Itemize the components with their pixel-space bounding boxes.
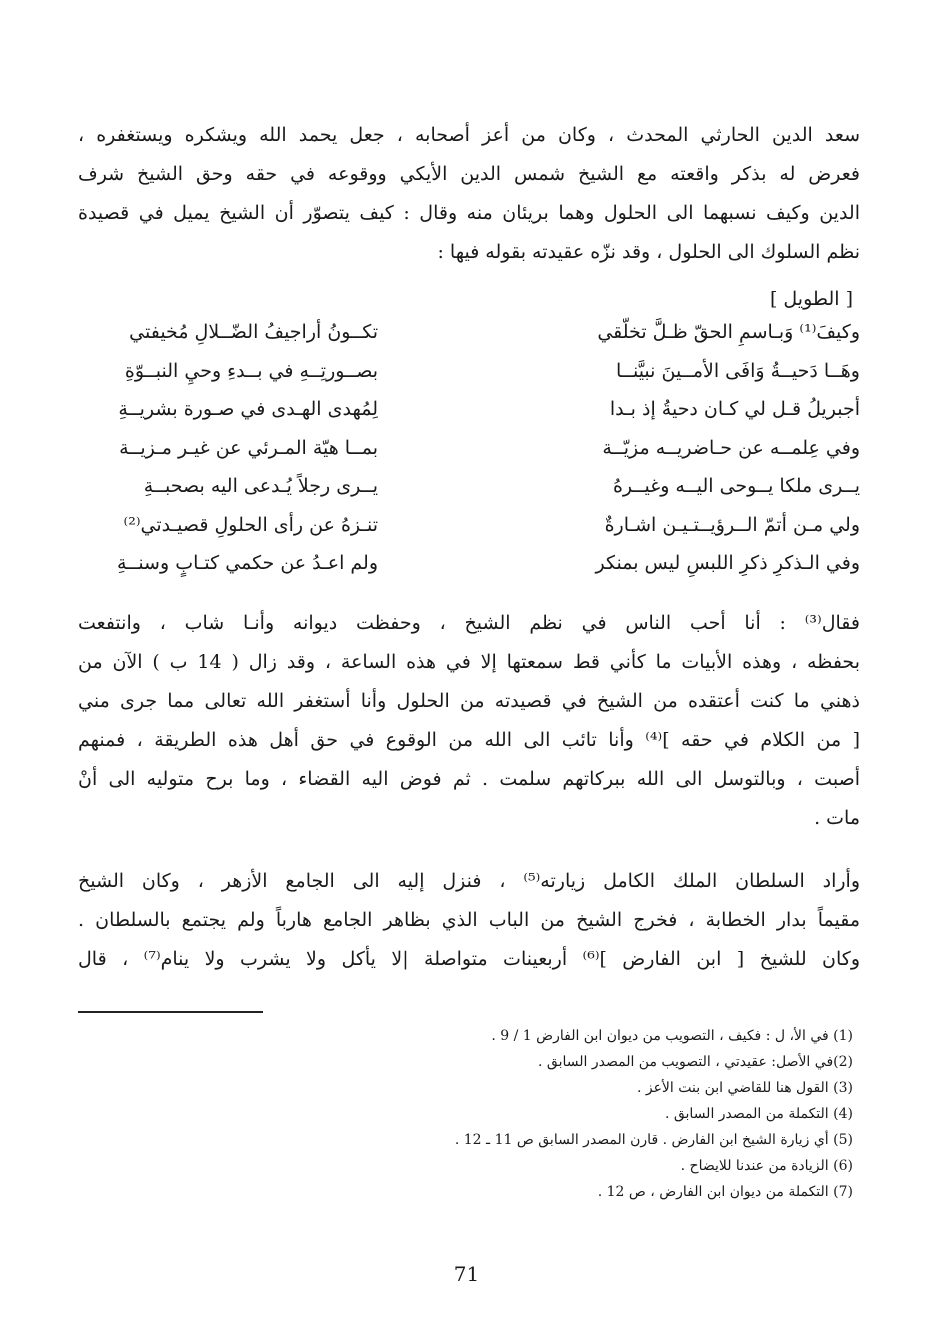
verse-second-hemistich: ولم اعـدُ عن حكمي كتـابٍ وسنــةِ [117,552,378,574]
verse-first-hemistich: وهَــا دَحيــةُ وَافَى الأمــينَ نبيَّنــا [616,359,860,382]
footnote: (6) الزيادة من عندنا للايضاح . [680,1158,853,1174]
footnote: (5) أي زيارة الشيخ ابن الفارض . قارن المصدر السابق ص 11 ـ 12 . [454,1132,853,1148]
text-line: [ من الكلام في حقه ]⁽⁴⁾ وأنا تائب الى الله من الوقوع في حق أهل هذه الطريقة ، فمنهم [78,729,860,751]
text-line: فقال⁽³⁾ : أنا أحب الناس في نظم الشيخ ، وحفظت ديوانه وأنـا شاب ، وانتفعت [78,612,860,634]
verse-second-hemistich: بصــورتِــهِ في بــدءِ وحيِ النبــوّةِ [124,359,378,382]
verse-second-hemistich: بمــا هيّة المـرئي عن غيـر مـزيــة [119,436,378,459]
verse-first-hemistich: يــرى ملكا يــوحى اليــه وغيــرهُ [612,475,860,497]
verse-second-hemistich: تنـزهُ عن رأى الحلولِ قصيـدتي⁽²⁾ [123,513,378,536]
poem [78,313,860,583]
text-line: الدين وكيف نسبهما الى الحلول وهما بريئان منه وقال : كيف يتصوّر أن الشيخ يميل في قصيدة [78,202,860,224]
verse-first-hemistich: وفي الـذكرِ ذكرِ اللبسِ ليس بمنكر [595,552,860,574]
verse-first-hemistich: وكيفَ⁽¹⁾ وَبـاسمِ الحقّ ظـلَّ تخلّقي [597,321,860,343]
paragraph-3 [78,862,860,979]
text-line: مقيماً بدار الخطابة ، فخرج الشيخ من الباب الذي بظاهر الجامع هارباً ولم يجتمع بالسلطان . [78,909,860,931]
footnote: (7) التكملة من ديوان ابن الفارض ، ص 12 . [597,1184,853,1200]
poem-verse [78,429,860,468]
text-line: فعرض له بذكر واقعته مع الشيخ شمس الدين الأيكي ووقوعه في حقه وحق الشيخ شرف [78,163,860,185]
footnote: (3) القول هنا للقاضي ابن بنت الأعز . [636,1080,853,1096]
verse-second-hemistich: لِمُهدى الهـدى في صـورة بشريــةِ [118,398,378,420]
verse-second-hemistich: تكــونُ أراجيفُ الضّــلالِ مُخيفتي [129,321,378,343]
text-line: بحفظه ، وهذه الأبيات ما كأني قط سمعتها إلا في هذه الساعة ، وقد زال ( 14 ب ) الآن من [78,651,860,673]
text-line: وأراد السلطان الملك الكامل زيارته⁽⁵⁾ ، فنزل إليه الى الجامع الأزهر ، وكان الشيخ [78,870,860,892]
text-line: مات . [814,807,860,829]
page-number: 71 [453,1262,480,1286]
footnotes [455,1023,853,1205]
footnote: (4) التكملة من المصدر السابق . [664,1106,853,1122]
poem-verse [78,390,860,429]
poem-verse [78,352,860,391]
footnote: (2)في الأصل: عقيدتي ، التصويب من المصدر السابق . [538,1054,853,1070]
footnote: (1) في الأ، ل : فكيف ، التصويب من ديوان ابن الفارض 1 / 9 . [491,1028,853,1044]
paragraph-1 [78,116,860,272]
verse-second-hemistich: يــرى رجلاً يُـدعى اليه بصحبــةِ [143,475,378,497]
poem-verse [78,313,860,352]
paragraph-2 [78,604,860,838]
verse-first-hemistich: وفي عِلمــه عن حـاضريــه مزيّــة [602,436,860,459]
poem-verse [78,544,860,583]
text-line: سعد الدين الحارثي المحدث ، وكان من أعز أصحابه ، جعل يحمد الله ويشكره ويستغفره ، [78,124,860,146]
footnote-divider [78,1011,263,1013]
verse-first-hemistich: أجبريلُ قـل لي كـان دحيةُ إذ بـدا [609,398,860,420]
text-line: وكان للشيخ [ ابن الفارض ]⁽⁶⁾ أربعينات متواصلة |لا يأكل ولا يشرب ولا ينام⁽⁷⁾ ، قال [78,948,860,970]
text-line: ذهني ما كنت أعتقده من الشيخ في قصيدته من الحلول وأنا أستغفر الله تعالى مما جرى مني [78,690,860,712]
text-line: أصبت ، وبالتوسل الى الله ببركاتهم سلمت . ثم فوض اليه القضاء ، وما برح متوليه الى أنْ [78,768,860,790]
poem-verse [78,467,860,506]
text-line: نظم السلوك الى الحلول ، وقد نزّه عقيدته بقوله فيها : [437,241,860,263]
poem-meter-label: [ الطويل ] [769,288,853,310]
verse-first-hemistich: ولي مـن أتمّ الــرؤيــتـيـن اشـارةٌ [604,513,860,536]
poem-verse [78,506,860,545]
